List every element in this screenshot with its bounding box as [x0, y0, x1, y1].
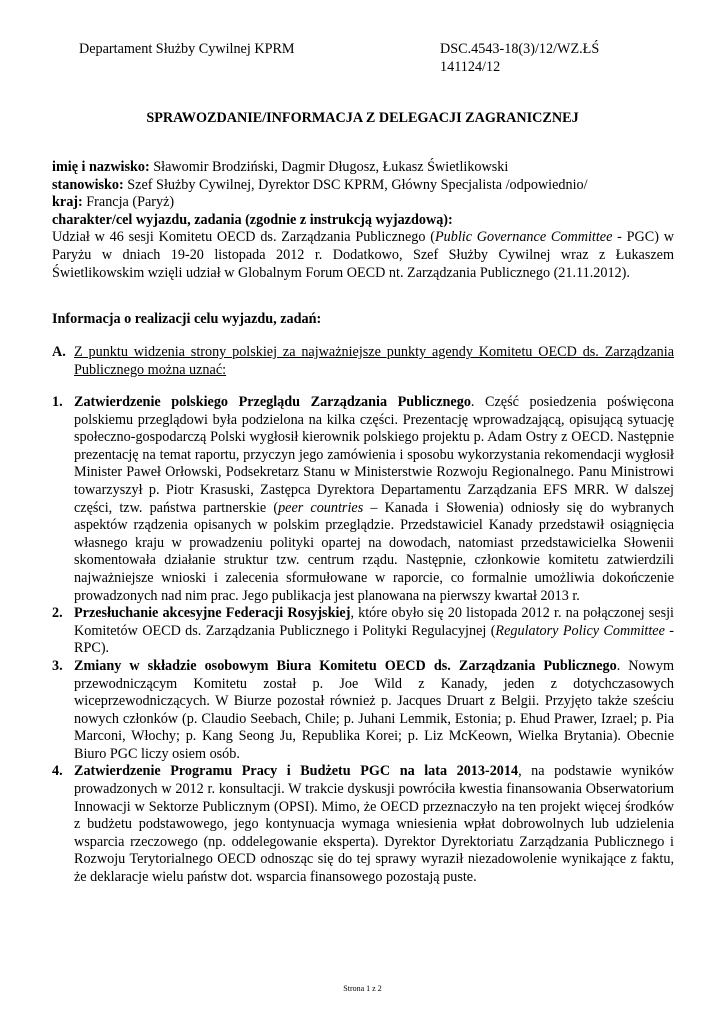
country-value: Francja (Paryż) — [82, 194, 175, 211]
purpose-text-part-2: - PGC) w Paryżu w dniach 19-20 listopada 2012 r. Dodatkowo, Szef Służby Cywilnej wraz z Łukaszem Świetlikowskim wzięli udział w Globalnym Forum OECD nt. Zarządzania Publicznego (21.11.2012). — [52, 229, 674, 281]
agenda-item-heading: Zatwierdzenie Programu Pracy i Budżetu PGC na lata 2013-2014 — [74, 763, 519, 780]
agenda-item-italic: Regulatory Policy Committee — [495, 622, 665, 639]
agenda-item-text-end: - RPC). — [74, 622, 674, 657]
delegation-metadata — [52, 159, 674, 282]
agenda-item-text: , na podstawie wyników prowadzonych w 2012 r. konsultacji. W trakcie dyskusji powróciła kwestia finansowania Obserwatorium Innowacji w Sektorze Publicznym (OPSI). Mimo, że OECD przeznaczyło na ten projekt więcej środków z budżetu podstawowego, jego kontynuacja wymaga wniesienia wpłat dobrowolnych lub udzielenia wsparcia rzeczowego (np. oddelegowanie eksperta). Dyrektor Dyrektoriatu Zarządzania Publicznego i Rozwoju Terytorialnego OECD odnosząc się do tej sprawy wyraził niezadowolenie wynikające z faktu, że deklaracje wielu państw dot. wsparcia finansowego pozostają puste. — [74, 763, 674, 886]
purpose-text — [52, 229, 674, 282]
department-name: Departament Służby Cywilnej KPRM — [79, 41, 295, 57]
name-value: Sławomir Brodziński, Dagmir Długosz, Łukasz Świetlikowski — [149, 159, 509, 175]
info-section-title: Informacja o realizacji celu wyjazdu, zadań: — [52, 311, 322, 327]
section-a — [52, 344, 674, 379]
agenda-item-number: 1. — [52, 394, 63, 410]
purpose-label: charakter/cel wyjazdu, zadania (zgodnie z instrukcją wyjazdową): — [52, 211, 453, 228]
agenda-item-4 — [52, 763, 674, 886]
agenda-item-number: 2. — [52, 605, 63, 622]
agenda-item-number: 4. — [52, 763, 63, 780]
reference-number — [440, 41, 599, 76]
agenda-item-italic: peer countries — [278, 499, 364, 516]
position-value: Szef Służby Cywilnej, Dyrektor DSC KPRM, Główny Specjalista /odpowiednio/ — [123, 176, 588, 193]
name-row — [52, 159, 674, 177]
agenda-item-heading: Przesłuchanie akcesyjne Federacji Rosyjskiej — [74, 605, 351, 622]
agenda-item-text: , które obyło się 20 listopada 2012 r. na połączonej sesji Komitetów OECD ds. Zarządzania Publicznego i Polityki Regulacyjnej ( — [74, 605, 674, 639]
section-a-text — [74, 344, 674, 379]
name-label: imię i nazwisko: — [52, 159, 150, 175]
section-a-text-suffix: : — [222, 361, 227, 378]
agenda-item-1 — [52, 394, 674, 605]
purpose-text-italic: Public Governance Committee — [434, 229, 613, 246]
country-label: kraj: — [52, 194, 83, 211]
agenda-item-number: 3. — [52, 657, 63, 674]
section-a-text-main: Z punktu widzenia strony polskiej za najważniejsze punkty agendy Komitetu OECD ds. Zarządzania Publicznego można uznać — [74, 344, 674, 378]
agenda-item-text: . Część posiedzenia poświęcona polskiemu przeglądowi była podzielona na kilka części. Prezentację wprowadzającą, opisującą sytuację społeczno-gospodarczą Polski wygłosił kierownik polskiego projektu p. Adam Ostry z OECD. Następnie prezentację na temat raportu, przyczyn jego zamówienia i sposobu wykorzystania rekomendacji wygłosił Minister Paweł Orłowski, Podsekretarz Stanu w Ministerstwie Rozwoju Regionalnego. Panu Ministrowi towarzyszył p. Piotr Krasuski, Zastępca Dyrektora Departamentu Zarządzania EFS MRR. W dalszej części, tzw. państwa partnerskie ( — [74, 394, 674, 516]
purpose-text-part-1: Udział w 46 sesji Komitetu OECD ds. Zarządzania Publicznego ( — [52, 229, 435, 246]
position-label: stanowisko: — [52, 176, 124, 193]
agenda-item-3 — [52, 658, 674, 764]
agenda-items — [52, 394, 674, 887]
country-row — [52, 194, 674, 212]
agenda-item-text-end: – Kanada i Słowenia) odniosły się do wybranych aspektów rządzenia opisanych w polskim przeglądzie. Przedstawiciel Kanady przedstawił osiągnięcia własnego kraju w prowadzeniu polityki opartej na dowodach, natomiast przedstawicielka Słowenii skomentowała działanie struktur tzw. centrum rządu. Następnie, członkowie komitetu zatwierdzili najważniejsze wnioski i zalecenia sformułowane w raporcie, co formalnie umożliwia dokończenie prowadzonych nad nim prac. Jego publikacja jest planowana na pierwszy kwartał 2013 r. — [74, 499, 674, 604]
agenda-item-text: . Nowym przewodniczącym Komitetu został p. Joe Wild z Kanady, jeden z dotychczasowych wiceprzewodniczących. W Biurze pozostał również p. Jacques Druart z Belgii. Przyjęto także sześciu nowych członków (p. Claudio Seebach, Chile; p. Juhani Lemmik, Estonia; p. Ehud Prawer, Izrael; p. Pia Marconi, Włochy; p. Kang Seong Ju, Republika Korei; p. Liz McKeown, Wielka Brytania). Obecnie Biuro PGC liczy osiem osób. — [74, 657, 675, 762]
agenda-item-heading: Zatwierdzenie polskiego Przeglądu Zarządzania Publicznego — [74, 394, 471, 410]
page-number: Strona 1 z 2 — [343, 984, 382, 993]
reference-line-1: DSC.4543-18(3)/12/WZ.ŁŚ — [440, 41, 600, 57]
agenda-item-2 — [52, 605, 674, 658]
reference-line-2: 141124/12 — [440, 58, 501, 75]
position-row — [52, 177, 674, 195]
agenda-item-heading: Zmiany w składzie osobowym Biura Komitetu OECD ds. Zarządzania Publicznego — [74, 657, 617, 674]
section-a-number: A. — [52, 344, 66, 360]
report-title: SPRAWOZDANIE/INFORMACJA Z DELEGACJI ZAGRANICZNEJ — [146, 110, 579, 126]
